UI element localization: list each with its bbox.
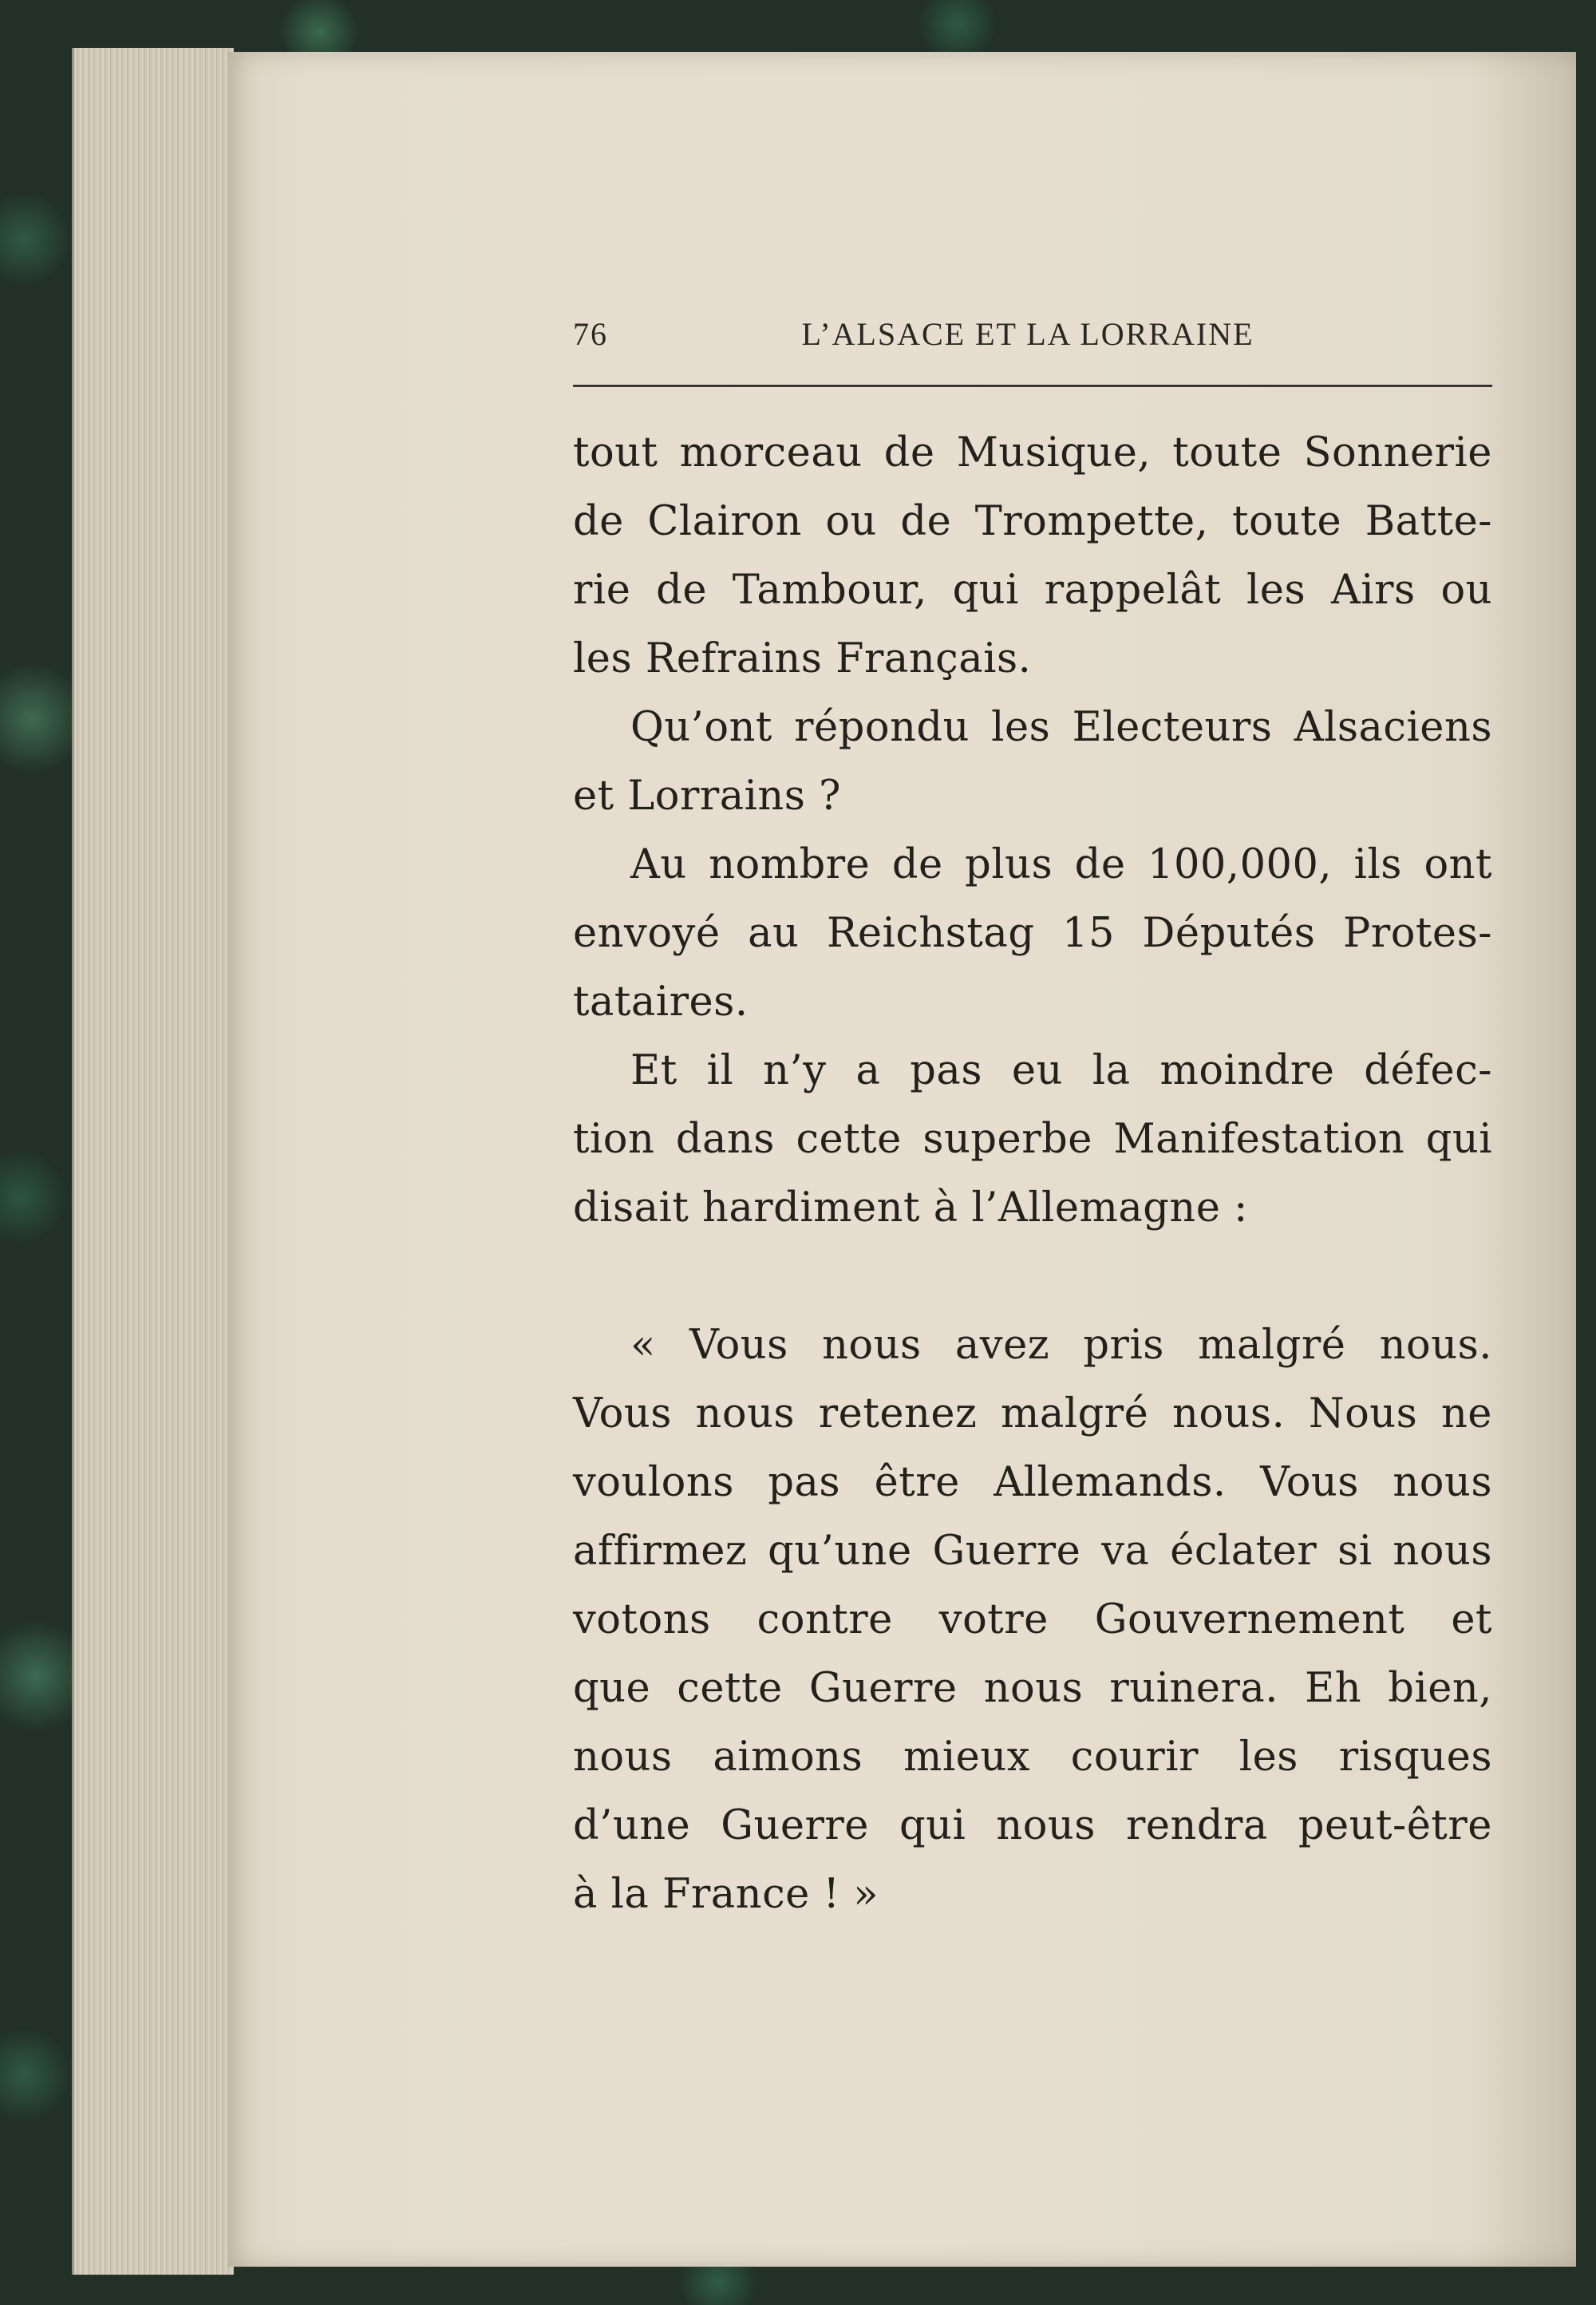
text-line: Vous nous retenez malgré nous. Nous ne bbox=[573, 1390, 1492, 1437]
paragraph-gap bbox=[573, 1243, 1492, 1311]
page-header bbox=[573, 315, 1491, 363]
text-line: tout morceau de Musique, toute Sonnerie bbox=[573, 429, 1492, 476]
running-title: L’ALSACE ET LA LORRAINE bbox=[801, 316, 1254, 352]
text-line: Qu’ont répondu les Electeurs Alsaciens bbox=[630, 704, 1492, 751]
text-line: envoyé au Reichstag 15 Députés Protes- bbox=[573, 910, 1492, 957]
text-line: affirmez qu’une Guerre va éclater si nous bbox=[573, 1528, 1492, 1575]
text-line: voulons pas être Allemands. Vous nous bbox=[573, 1459, 1492, 1506]
text-line: nous aimons mieux courir les risques bbox=[573, 1734, 1492, 1781]
header-rule bbox=[573, 385, 1492, 387]
text-line: Au nombre de plus de 100,000, ils ont bbox=[630, 841, 1492, 888]
text-line: les Refrains Français. bbox=[573, 635, 1032, 682]
text-line: et Lorrains ? bbox=[573, 773, 842, 820]
body-text bbox=[573, 419, 1492, 1929]
text-line: de Clairon ou de Trompette, toute Batte- bbox=[573, 498, 1492, 545]
text-line: disait hardiment à l’Allemagne : bbox=[573, 1184, 1248, 1232]
text-line: Et il n’y a pas eu la moindre défec- bbox=[630, 1047, 1492, 1094]
text-line: « Vous nous avez pris malgré nous. bbox=[630, 1322, 1492, 1369]
text-line: que cette Guerre nous ruinera. Eh bien, bbox=[573, 1665, 1492, 1712]
page-number: 76 bbox=[573, 316, 608, 352]
text-line: tion dans cette superbe Manifestation qui bbox=[573, 1116, 1492, 1163]
text-line: votons contre votre Gouvernement et bbox=[573, 1596, 1492, 1643]
page-edges bbox=[72, 48, 234, 2275]
text-line: tataires. bbox=[573, 979, 749, 1026]
text-line: d’une Guerre qui nous rendra peut-être bbox=[573, 1802, 1492, 1849]
text-line: rie de Tambour, qui rappelât les Airs ou bbox=[573, 567, 1492, 614]
text-line: à la France ! » bbox=[573, 1871, 879, 1918]
